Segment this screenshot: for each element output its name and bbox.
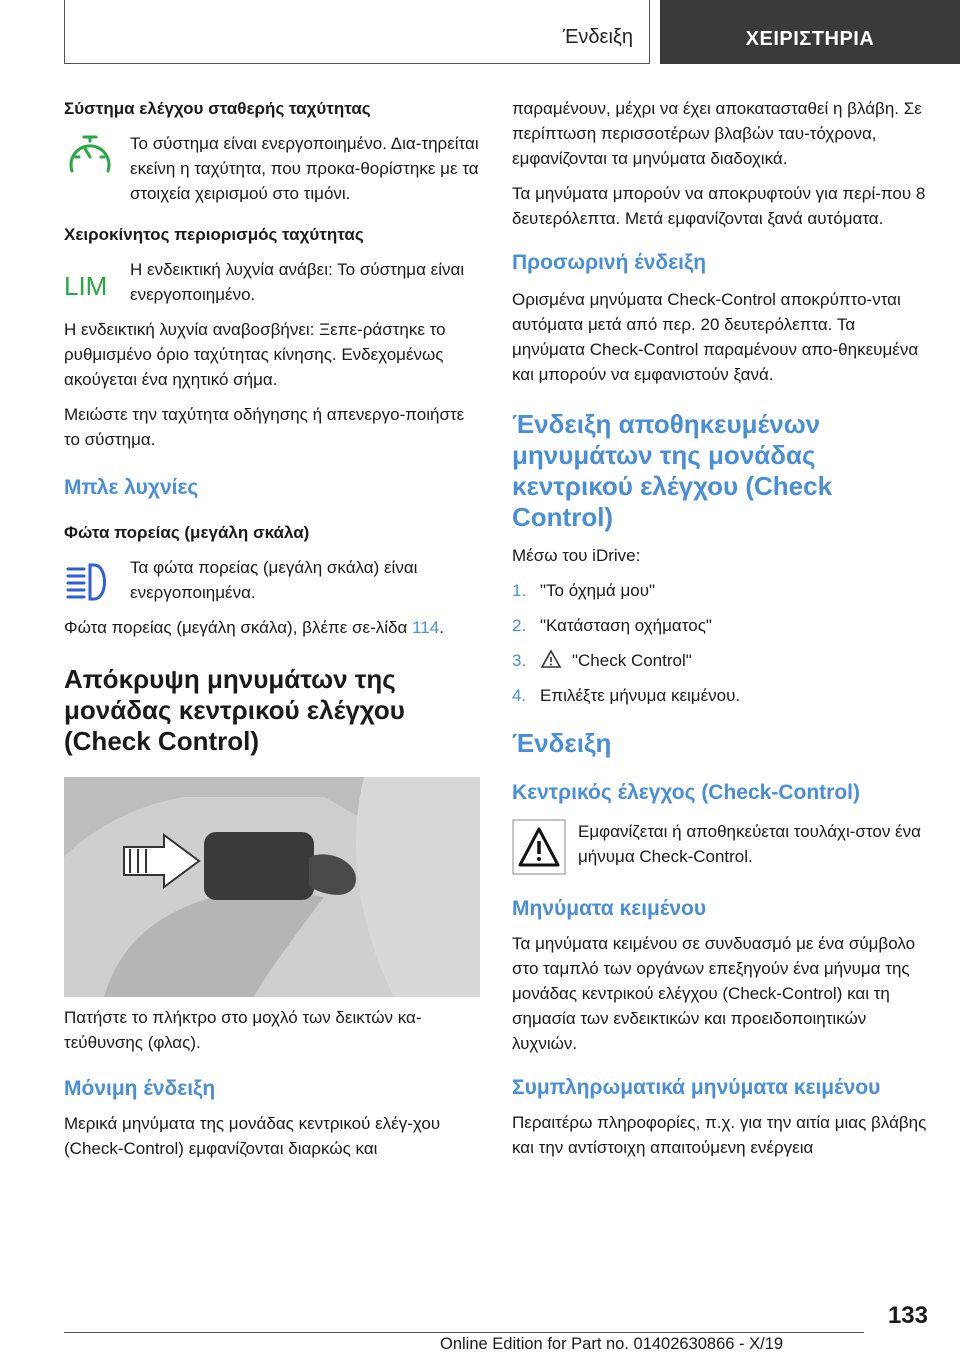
limiter-heading: Χειροκίνητος περιορισμός ταχύτητας bbox=[64, 225, 364, 244]
supplementary-text: Περαιτέρω πληροφορίες, π.χ. για την αιτία μιας βλάβης και την αντίστοιχη απαιτούμενη ενέργεια bbox=[512, 1113, 927, 1157]
high-beam-heading: Φώτα πορείας (μεγάλη σκάλα) bbox=[64, 523, 310, 542]
stored-messages-heading: Ένδειξη αποθηκευμένων μηνυμάτων της μονάδας κεντρικού ελέγχου (Check Control) bbox=[512, 409, 833, 532]
header-section-title: Ένδειξη bbox=[562, 26, 633, 48]
limiter-text-1: Η ενδεικτική λυχνία ανάβει: Το σύστημα είναι ενεργοποιημένο. bbox=[130, 260, 465, 304]
text-messages-heading: Μηνύματα κειμένου bbox=[512, 897, 707, 920]
cruise-heading: Σύστημα ελέγχου σταθερής ταχύτητας bbox=[64, 99, 371, 118]
turn-signal-lever-illustration bbox=[64, 777, 480, 997]
page-number: 133 bbox=[887, 1302, 928, 1329]
continued-text-2: Τα μηνύματα μπορούν να αποκρυφτούν για περί-που 8 δευτερόλεπτα. Μετά εμφανίζονται ξανά αυτόματα. bbox=[512, 184, 926, 228]
step-item bbox=[512, 613, 932, 638]
cruise-block bbox=[64, 131, 484, 206]
step-item bbox=[512, 578, 932, 603]
limiter-block bbox=[64, 257, 484, 307]
limiter-text-2: Η ενδεικτική λυχνία αναβοσβήνει: Ξεπε-ράστηκε το ρυθμισμένο όριο ταχύτητας κίνησης. Ενδεχομένως ακούγεται ένα ηχητικό σήμα. bbox=[64, 320, 446, 389]
cruise-control-icon bbox=[64, 135, 116, 179]
hide-text: Πατήστε το πλήκτρο στο μοχλό των δεικτών κα-τεύθυνσης (φλας). bbox=[64, 1008, 422, 1052]
step-number: 3. bbox=[512, 651, 527, 670]
display-heading: Ένδειξη bbox=[512, 728, 612, 758]
temporary-text: Ορισμένα μηνύματα Check-Control αποκρύπτο-νται αυτόματα μετά από περ. 20 δευτερόλεπτα. Τα μηνύματα Check-Control παραμένουν απο-θηκευμένα και μπορούν να εμφανιστούν ξανά. bbox=[512, 290, 919, 384]
footer-divider bbox=[64, 1332, 864, 1333]
via-idrive: Μέσω του iDrive: bbox=[512, 546, 641, 565]
warning-triangle-icon bbox=[512, 819, 566, 875]
check-control-block bbox=[512, 819, 932, 879]
high-beam-text-2-post: . bbox=[439, 618, 444, 637]
header-chapter-tab bbox=[660, 0, 960, 64]
cruise-text: Το σύστημα είναι ενεργοποιημένο. Δια-τηρείται εκείνη η ταχύτητα, που προκα-θορίστηκε με τα στοιχεία χειρισμού στο τιμόνι. bbox=[130, 134, 479, 203]
temporary-heading: Προσωρινή ένδειξη bbox=[512, 251, 707, 274]
warning-small-icon bbox=[540, 649, 562, 669]
step-number: 4. bbox=[512, 686, 527, 705]
blue-lights-heading: Μπλε λυχνίες bbox=[64, 476, 199, 499]
limiter-text-3: Μειώστε την ταχύτητα οδήγησης ή απενεργο-ποιήστε το σύστημα. bbox=[64, 405, 465, 449]
high-beam-text-1: Τα φώτα πορείας (μεγάλη σκάλα) είναι ενεργοποιημένα. bbox=[130, 558, 418, 602]
step-text: "Το όχημά μου" bbox=[540, 581, 656, 600]
permanent-text: Μερικά μηνύματα της μονάδας κεντρικού ελέγ-χου (Check-Control) εμφανίζονται διαρκώς και bbox=[64, 1114, 441, 1158]
footer-edition: Online Edition for Part no. 01402630866 - X/19 bbox=[440, 1335, 784, 1353]
header-chapter-title: ΧΕΙΡΙΣΤΗΡΙΑ bbox=[745, 28, 875, 50]
step-item bbox=[512, 683, 932, 708]
permanent-heading: Μόνιμη ένδειξη bbox=[64, 1077, 216, 1100]
idrive-steps bbox=[512, 578, 932, 708]
high-beam-block bbox=[64, 555, 484, 605]
supplementary-heading: Συμπληρωματικά μηνύματα κειμένου bbox=[512, 1076, 881, 1099]
page-link-114[interactable]: 114 bbox=[412, 618, 440, 637]
lim-indicator-icon: LIM bbox=[64, 271, 108, 301]
step-number: 2. bbox=[512, 616, 527, 635]
right-column bbox=[512, 96, 932, 1170]
continued-text-1: παραμένουν, μέχρι να έχει αποκατασταθεί η βλάβη. Σε περίπτωση περισσοτέρων βλαβών ταυ-τόχρονα, εμφανίζονται τα μηνύματα διαδοχικά. bbox=[512, 99, 922, 168]
step-number: 1. bbox=[512, 581, 527, 600]
step-item bbox=[512, 648, 932, 673]
check-control-text: Εμφανίζεται ή αποθηκεύεται τουλάχι-στον ένα μήνυμα Check-Control. bbox=[578, 822, 921, 866]
step-text: "Κατάσταση οχήματος" bbox=[540, 616, 712, 635]
check-control-heading: Κεντρικός έλεγχος (Check-Control) bbox=[512, 781, 860, 804]
left-column bbox=[64, 96, 484, 1171]
step-text: Επιλέξτε μήνυμα κειμένου. bbox=[540, 686, 741, 705]
hide-messages-heading: Απόκρυψη μηνυμάτων της μονάδας κεντρικού ελέγχου (Check Control) bbox=[64, 664, 405, 756]
text-messages-text: Τα μηνύματα κειμένου σε συνδυασμό με ένα σύμβολο στο ταμπλό των οργάνων επεξηγούν ένα μήνυμα της μονάδας κεντρικού ελέγχου (Check-Control) και τη σημασία των ενδεικτικών και προειδοποιητικών λυχνιών. bbox=[512, 934, 916, 1053]
high-beam-text-2-pre: Φώτα πορείας (μεγάλη σκάλα), βλέπε σε-λίδα bbox=[64, 618, 413, 637]
header-section-tab bbox=[64, 0, 650, 64]
high-beam-text-2 bbox=[64, 615, 484, 640]
high-beam-icon bbox=[64, 559, 116, 603]
turn-signal-lever-photo bbox=[64, 777, 480, 997]
step-text: "Check Control" bbox=[572, 651, 692, 670]
